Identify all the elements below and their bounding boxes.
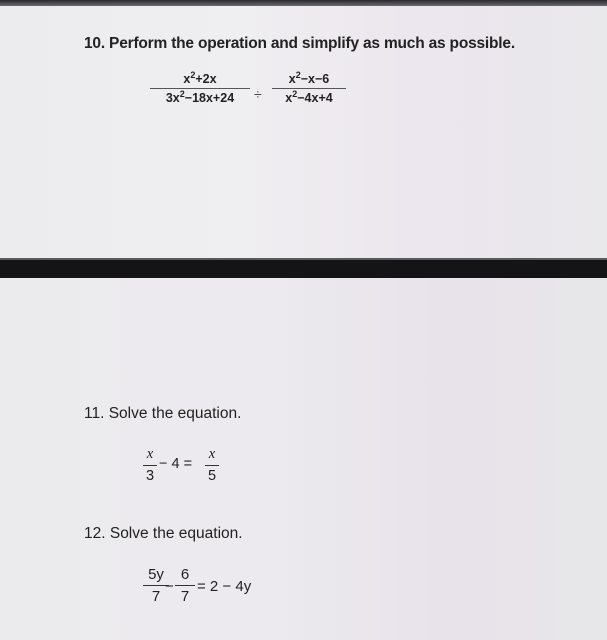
q11-right-numerator: x xyxy=(208,446,216,462)
q12-second-fraction-bar xyxy=(175,585,195,586)
q10-left-fraction xyxy=(150,72,250,105)
section-divider xyxy=(0,260,607,278)
question-10-title: 10. Perform the operation and simplify as much as possible. xyxy=(84,35,515,52)
q12-second-fraction xyxy=(175,566,195,605)
q11-right-fraction xyxy=(205,446,219,484)
q12-second-denominator: 7 xyxy=(180,588,190,605)
q10-right-denominator: $x^2-4x+4$ xyxy=(285,89,333,105)
q12-first-denominator: 7 xyxy=(151,588,161,605)
q11-left-numerator: x xyxy=(146,446,154,462)
q10-left-fraction-bar xyxy=(150,88,250,89)
q11-left-fraction xyxy=(143,446,157,484)
question-panel-11-12 xyxy=(0,278,607,640)
q11-right-denominator: 5 xyxy=(207,468,217,484)
q10-left-numerator: $x^2+2x$ xyxy=(183,70,217,86)
q10-division-sign: ÷ xyxy=(254,86,262,102)
q12-first-numerator: 5y xyxy=(148,566,164,583)
question-11-title: 11. Solve the equation. xyxy=(84,405,242,422)
q11-middle-terms: − 4 = xyxy=(159,456,193,472)
q12-second-numerator: 6 xyxy=(180,566,190,583)
q12-right-side: = 2 − 4y xyxy=(197,578,252,595)
question-12-title: 12. Solve the equation. xyxy=(84,525,243,542)
q11-left-denominator: 3 xyxy=(145,468,155,484)
q12-minus-sign: − xyxy=(165,578,174,595)
q11-right-fraction-bar xyxy=(205,465,219,466)
q10-right-numerator: $x^2-x-6$ xyxy=(288,70,330,86)
q10-right-fraction xyxy=(272,72,346,105)
q10-right-fraction-bar xyxy=(272,88,346,89)
q10-left-denominator: $3x^2-18x+24$ xyxy=(165,89,235,105)
q11-left-fraction-bar xyxy=(143,465,157,466)
